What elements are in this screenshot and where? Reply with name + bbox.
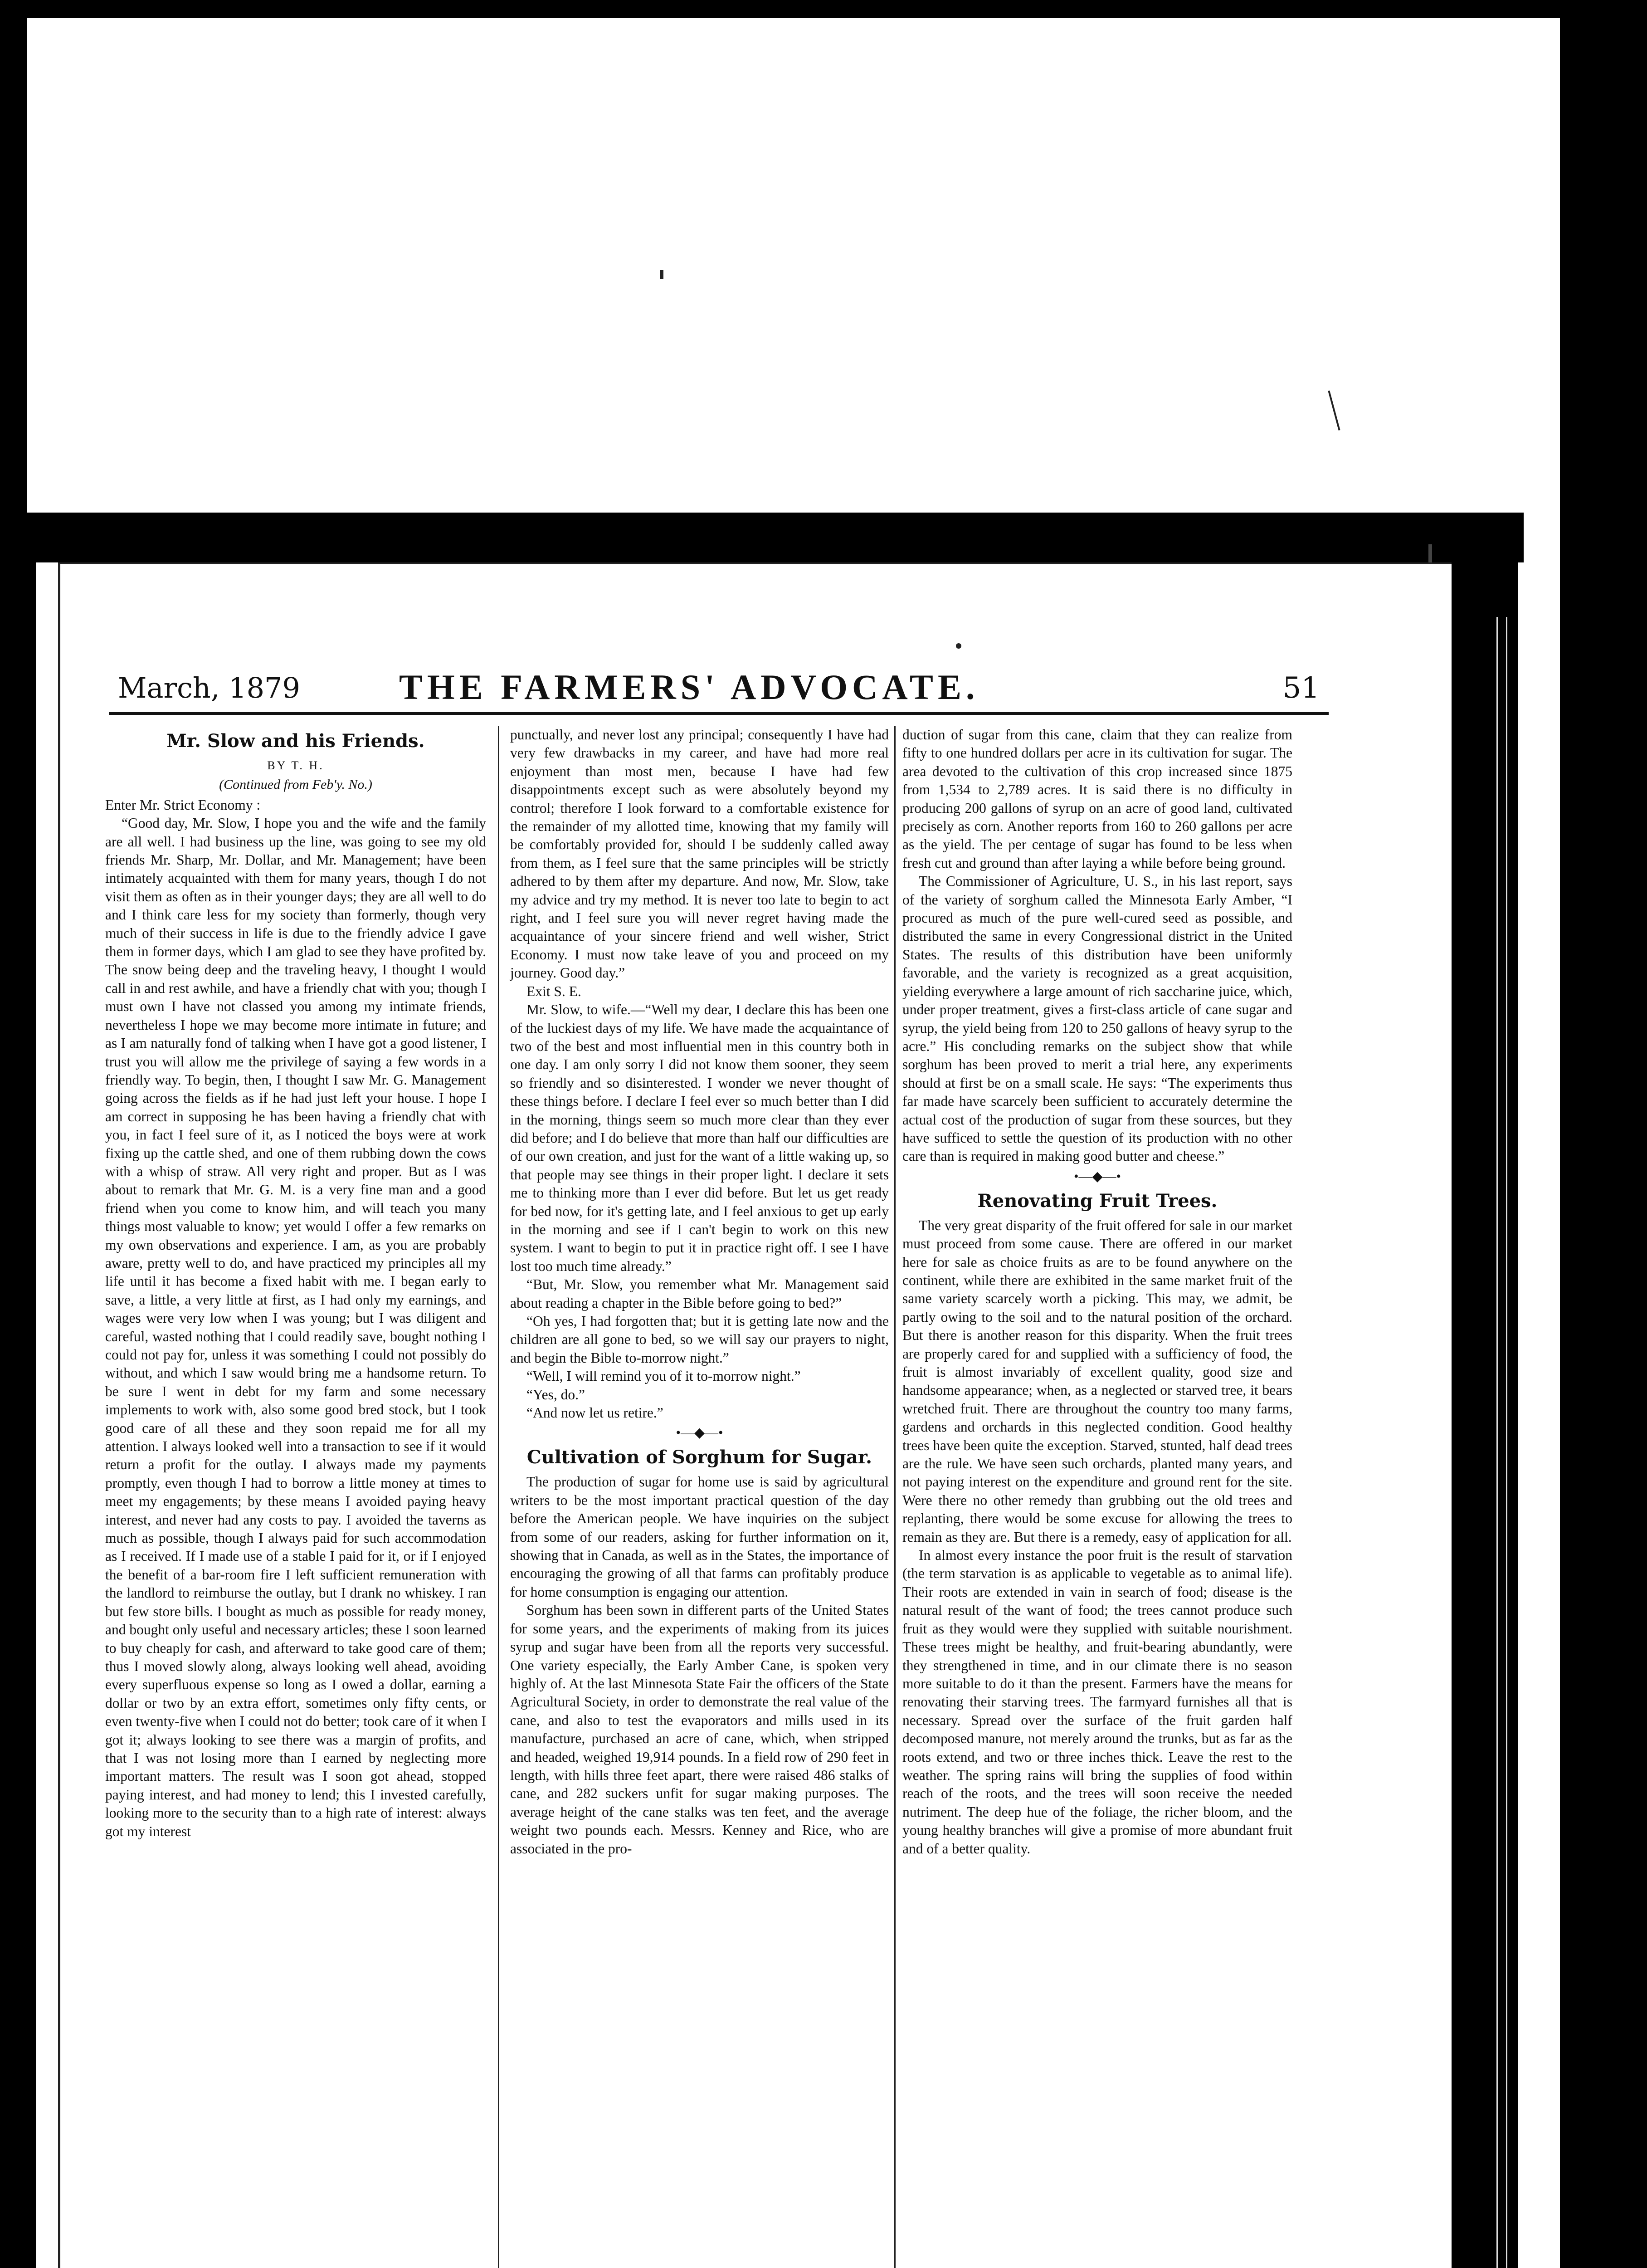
column-rule-1: [498, 726, 499, 2268]
header-title: THE FARMERS' ADVOCATE.: [399, 667, 979, 707]
article-title-sorghum: Cultivation of Sorghum for Sugar.: [526, 1447, 872, 1468]
scan-mark: [660, 270, 663, 279]
paragraph: Exit S. E.: [526, 983, 581, 999]
page-header: [118, 662, 1320, 712]
section-ornament: •—◆—•: [676, 1425, 723, 1441]
header-date: March, 1879: [118, 671, 300, 704]
scan-shadow-top: [0, 513, 1524, 562]
column-1: [105, 726, 486, 1841]
paragraph: “Good day, Mr. Slow, I hope you and the wife and the family are all well. I had business up the line, was going to see my old friends Mr. Sharp, Mr. Dollar, and Mr. Management; have been intimately acquainted with them for many years, though I do not visit them as often as in their younger days; they are all well to do and I think care less for my society than formerly, though very much of their success in life is due to the friendly advice I gave them in former days, which I am glad to see they have profited by. The snow being deep and the traveling heavy, I thought I would call in and rest awhile, and have a friendly chat with you; though I must own I have not classed you among my intimate friends, nevertheless I hope we may become more intimate in future; and as I am naturally fond of talking when I have got a good listener, I trust you will allow me the privilege of saying a few words in a friendly way. To begin, then, I thought I saw Mr. G. Management going across the fields as if he had just left your house. I hope I am correct in supposing he has been having a friendly chat with you, in fact I feel sure of it, as I noticed the boys were at work fixing up the cattle shed, and one of them rubbing down the cows with a whisp of straw. All very right and proper. But as I was about to remark that Mr. G. M. is a very fine man and a good friend when you come to know him, and will teach you many things most valuable to know; yet would I offer a few remarks on my own observations and experience. I am, as you are probably aware, pretty well to do, and have practiced my principles all my life until it has become a fixed habit with me. I began early to save, a little, a very little at first, as I had only my earnings, and wages were very low when I was young; but I was diligent and careful, wasted nothing that I could readily save, bought nothing I could not pay for, unless it was something I could not possibly do without, and which I saw would bring me a handsome return. To be sure I went in debt for my farm and some necessary implements to work with, also some good bred stock, but I took good care of all these and they soon repaid me for all my attention. I always looked well into a transaction to see if it would return a profit for the outlay. I always made my payments promptly, even though I had to borrow a little money at times to meet my engagements; by these means I avoided paying heavy interest, and never had any costs to pay. I avoided the taverns as much as possible, though I always paid for such accommodation as I received. If I made use of a stable I paid for it, or if I enjoyed the benefit of a bar-room fire I left sufficient remuneration with the landlord to reimburse the outlay, but I drank no whiskey. I ran but few store bills. I bought as much as possible for ready money, and bought only useful and necessary articles; these I soon learned to buy cheaply for cash, and afterward to take good care of them; thus I moved slowly along, always looking well ahead, avoiding every superfluous expense so long as I owed a dollar, earning a dollar or two by an extra effort, sometimes only fifty cents, or even twenty-five when I could not do better; took care of it when I got it; always looking to see there was a margin of profits, and that I was not losing more than I earned by neglecting more important matters. The result was I soon got ahead, stopped paying interest, and had money to lend; this I invested carefully, looking more to the security than to a high rate of interest: always got my interest: [105, 815, 486, 1839]
scan-mark: [1328, 391, 1340, 430]
paragraph: punctually, and never lost any principal; consequently I have had very few drawbacks in my career, and have had more real enjoyment than most men, because I have had few disappointments except such as were absolutely beyond my control; therefore I look forward to a comfortable existence for the remainder of my allotted time, knowing that my family will be comfortably provided for, should I be suddenly called away from them, as I feel sure that the same principles will be strictly adhered to by them after my departure. And now, Mr. Slow, take my advice and try my method. It is never too late to begin to act right, and I feel sure you will never regret having made the acquaintance of your sincere friend and well wisher, Strict Economy. I must now take leave of you and proceed on my journey. Good day.”: [510, 727, 889, 981]
page-number: 51: [1282, 671, 1320, 705]
film-edge-right: [1560, 0, 1647, 2268]
left-page-edge: [0, 558, 36, 2268]
paragraph: Sorghum has been sown in different parts of the United States for some years, and the experiments of making from its juices syrup and sugar have been from all the reports very successful. One variety especially, the Early Amber Cane, is spoken very highly of. At the last Minnesota State Fair the officers of the State Agricultural Society, in order to demonstrate the real value of the cane, and also to test the evaporators and mills used in its manufacture, purchased an acre of cane, which, when stripped and headed, weighed 19,914 pounds. In a field row of 290 feet in length, with hills three feet apart, there were raised 486 stalks of cane, and 282 suckers unfit for sugar making purposes. The average height of the cane stalks was ten feet, and the average weight two pounds each. Messrs. Kenney and Rice, who are associated in the pro-: [510, 1602, 889, 1857]
article-title-fruit-trees: Renovating Fruit Trees.: [977, 1190, 1218, 1212]
paragraph: The very great disparity of the fruit offered for sale in our market must proceed from some cause. There are offered in our market here for sale as choice fruits as are to be found anywhere on the continent, while there are exhibited in the same market fruit of the same variety scarcely worth a picking. This may, we admit, be partly owing to the soil and to the natural position of the orchard. But there is another reason for this disparity. When the fruit trees are properly cared for and supplied with a sufficiency of food, the fruit is almost invariably of excellent quality, good size and handsome appearance; when, as a neglected or starved tree, it bears wretched fruit. There are throughout the country too many farms, gardens and orchards in this neglected condition. Good healthy trees have been quite the exception. Starved, stunted, half dead trees are the rule. We have seen such orchards, planted many years, and not paying interest on the expenditure and ground rent for the site. Were there no other remedy than grubbing out the old trees and replanting, there would be some excuse for allowing the trees to remain as they are. But there is a remedy, easy of application for all.: [902, 1217, 1292, 1545]
column-3: [902, 726, 1292, 1858]
paragraph: “Oh yes, I had forgotten that; but it is getting late now and the children are all gone to bed, so we will say our prayers to night, and begin the Bible to-morrow night.”: [510, 1313, 889, 1366]
column-2: [510, 726, 889, 1858]
header-rule: [109, 712, 1329, 715]
paragraph: Enter Mr. Strict Economy :: [105, 797, 261, 813]
article-byline: BY T. H.: [267, 759, 324, 772]
film-edge-top: [0, 0, 1647, 18]
continued-note: (Continued from Feb'y. No.): [219, 777, 372, 792]
paragraph: The production of sugar for home use is said by agricultural writers to be the most important practical question of the day before the American people. We have inquiries on the subject from some of our readers, asking for further information on it, showing that in Canada, as well as in the States, the importance of encouraging the growing of all that farms can profitably produce for home consumption is engaging our attention.: [510, 1474, 889, 1600]
paragraph: “And now let us retire.”: [526, 1405, 663, 1421]
scan-mark: [956, 643, 961, 649]
paragraph: “Yes, do.”: [526, 1386, 585, 1403]
paragraph: Mr. Slow, to wife.—“Well my dear, I declare this has been one of the luckiest days of my life. We have made the acquaintance of two of the best and most influential men in this country both in one day. I am only sorry I did not know them sooner, they seem so friendly and so disinterested. I wonder we never thought of these things before. I declare I feel ever so much better than I did in the morning, things seem so much more clear than they ever did before; and I do believe that more than half our difficulties are of our own creation, and just for the want of a little waking up, so that people may see things in their proper light. I declare it sets me to thinking more than I ever did before. But let us get ready for bed now, for it's getting late, and I feel anxious to get up early in the morning and see if I can't begin to work on this new system. I want to begin to put it in practice right off. I see I have lost too much time already.”: [510, 1002, 889, 1274]
spine-lines: [1496, 617, 1507, 2268]
paragraph: “Well, I will remind you of it to-morrow night.”: [526, 1368, 801, 1384]
section-ornament: •—◆—•: [1073, 1168, 1121, 1184]
article-title-mr-slow: Mr. Slow and his Friends.: [166, 730, 425, 752]
paragraph: The Commissioner of Agriculture, U. S., in his last report, says of the variety of sorghum called the Minnesota Early Amber, “I procured as much of the pure well-cured seed as possible, and distributed the same in every Congressional district in the United States. The results of this distribution have been uniformly favorable, and the variety is recognized as a great acquisition, yielding everywhere a large amount of rich saccharine juice, which, under proper treatment, gives a first-class article of cane sugar and syrup, the yield being from 120 to 250 gallons of heavy syrup to the acre.” His concluding remarks on the subject show that while sorghum has been proved to merit a trial here, any experiments should at first be on a small scale. He says: “The experiments thus far made have scarcely been sufficient to accurately determine the actual cost of the production of sugar from these sources, but they have sufficed to settle the question of its production with no other care than is required in making good butter and cheese.”: [902, 873, 1292, 1164]
paragraph: “But, Mr. Slow, you remember what Mr. Management said about reading a chapter in the Bible before going to bed?”: [510, 1276, 889, 1311]
paragraph: In almost every instance the poor fruit is the result of starvation (the term starvation is as applicable to vegetable as to animal life). Their roots are extended in vain in search of food; disease is the natural result of the want of food; the trees cannot produce such fruit as they would were they supplied with suitable nourishment. These trees might be healthy, and fruit-bearing abundantly, were they strengthened in time, and in our climate there is no season more suitable to do it than the present. Farmers have the means for renovating their starving trees. The farmyard furnishes all that is necessary. Spread over the surface of the fruit garden half decomposed manure, not merely around the trunks, but as far as the roots extend, and two or three inches thick. Leave the rest to the weather. The spring rains will bring the supplies of food within reach of the roots, and the trees will soon receive the needed nutriment. The deep hue of the foliage, the richer bloom, and the young healthy branches will give a promise of more abundant fruit and of a better quality.: [902, 1547, 1292, 1857]
paragraph: duction of sugar from this cane, claim that they can realize from fifty to one hundred dollars per acre in its cultivation for sugar. The area devoted to the cultivation of this crop increased since 1875 from 1,534 to 2,789 acres. It is said there is no difficulty in producing 200 gallons of syrup on an acre of good land, cultivated precisely as corn. Another reports from 160 to 260 gallons per acre as the yield. The per centage of sugar has found to be less when fresh cut and ground than after laying a while before being ground.: [902, 727, 1292, 871]
column-rule-2: [894, 726, 896, 2268]
